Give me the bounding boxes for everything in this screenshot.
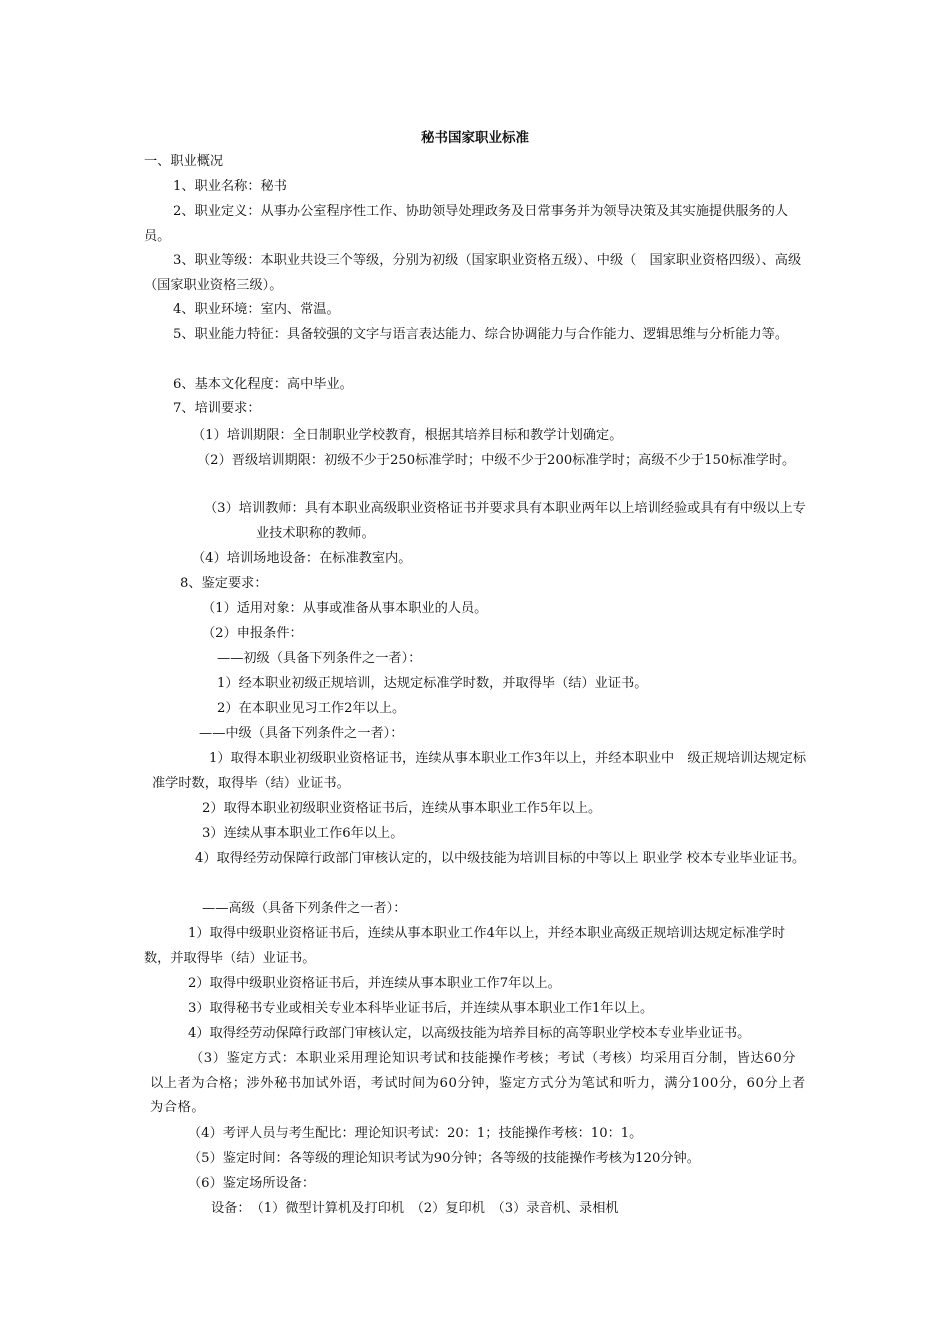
list-item: 设备： （1）微型计算机及打印机 （2）复印机 （3）录音机、录相机 bbox=[211, 1201, 619, 1216]
paragraph: 3、职业等级：本职业共设三个等级，分别为初级（国家职业资格五级）、中级（ 国家职业资格四级）、高级（国家职业资格三级）。 bbox=[144, 253, 802, 293]
list-item: （6）鉴定场所设备： bbox=[188, 1176, 316, 1191]
paragraph: 6、基本文化程度：高中毕业。 bbox=[173, 377, 353, 392]
list-item: （5）鉴定时间：各等级的理论知识考试为90分钟；各等级的技能操作考核为120分钟。 bbox=[188, 1151, 700, 1166]
paragraph: 5、职业能力特征：具备较强的文字与语言表达能力、综合协调能力与合作能力、逻辑思维与分析能力等。 bbox=[173, 327, 789, 342]
paragraph: 7、培训要求： bbox=[173, 401, 261, 416]
list-item: ——高级（具备下列条件之一者）： bbox=[202, 901, 407, 916]
list-item: 1）经本职业初级正规培训，达规定标准学时数，并取得毕（结）业证书。 bbox=[217, 676, 648, 691]
list-item: （4）考评人员与考生配比：理论知识考试：20：1；技能操作考核：10：1。 bbox=[188, 1126, 643, 1141]
paragraph: 1、职业名称：秘书 bbox=[173, 179, 287, 194]
list-item: ——初级（具备下列条件之一者）： bbox=[217, 651, 422, 666]
list-item: 1）取得本职业初级职业资格证书，连续从事本职业工作3年以上，并经本职业中 级正规培训达规定标准学时数，取得毕（结）业证书。 bbox=[152, 751, 807, 791]
list-item: （2）晋级培训期限：初级不少于250标准学时；中级不少于200标准学时；高级不少于150标准学时。 bbox=[197, 453, 796, 468]
list-item: 2）在本职业见习工作2年以上。 bbox=[217, 701, 406, 716]
list-item: 1）取得中级职业资格证书后，连续从事本职业工作4年以上，并经本职业高级正规培训达规定标准学时数，并取得毕（结）业证书。 bbox=[144, 926, 786, 966]
section-heading: 一、职业概况 bbox=[144, 154, 224, 169]
list-item: 2）取得本职业初级职业资格证书后，连续从事本职业工作5年以上。 bbox=[202, 801, 602, 816]
list-item: 4）取得经劳动保障行政部门审核认定的，以中级技能为培训目标的中等以上 职业学 校本专业毕业证书。 bbox=[195, 851, 806, 866]
list-item: （4）培训场地设备：在标准教室内。 bbox=[192, 551, 412, 566]
list-item: （1）培训期限：全日制职业学校教育，根据其培养目标和教学计划确定。 bbox=[192, 428, 623, 443]
list-item: 2）取得中级职业资格证书后，并连续从事本职业工作7年以上。 bbox=[188, 976, 561, 991]
list-item: （3）培训教师：具有本职业高级职业资格证书并要求具有本职业两年以上培训经验或具有有中级以上专业技术职称的教师。 bbox=[204, 501, 806, 541]
paragraph: 4、职业环境：室内、常温。 bbox=[173, 302, 340, 317]
list-item: 4）取得经劳动保障行政部门审核认定，以高级技能为培养目标的高等职业学校本专业毕业证书。 bbox=[188, 1026, 751, 1041]
list-item: （3）鉴定方式：本职业采用理论知识考试和技能操作考核；考试（考核）均采用百分制，皆达60分以上者为合格；涉外秘书加试外语，考试时间为60分钟，鉴定方式分为笔试和听力，满分100分，60分上者为合格。 bbox=[150, 1051, 806, 1116]
paragraph: 8、鉴定要求： bbox=[180, 576, 268, 591]
list-item: 3）连续从事本职业工作6年以上。 bbox=[202, 826, 404, 841]
document-title: 秘书国家职业标准 bbox=[421, 130, 529, 146]
list-item: （1）适用对象：从事或准备从事本职业的人员。 bbox=[202, 601, 488, 616]
list-item: ——中级（具备下列条件之一者）： bbox=[199, 726, 404, 741]
paragraph: 2、职业定义：从事办公室程序性工作、协助领导处理政务及日常事务并为领导决策及其实施提供服务的人员。 bbox=[144, 204, 789, 244]
list-item: 3）取得秘书专业或相关专业本科毕业证书后，并连续从事本职业工作1年以上。 bbox=[188, 1001, 654, 1016]
list-item: （2）申报条件： bbox=[202, 626, 303, 641]
